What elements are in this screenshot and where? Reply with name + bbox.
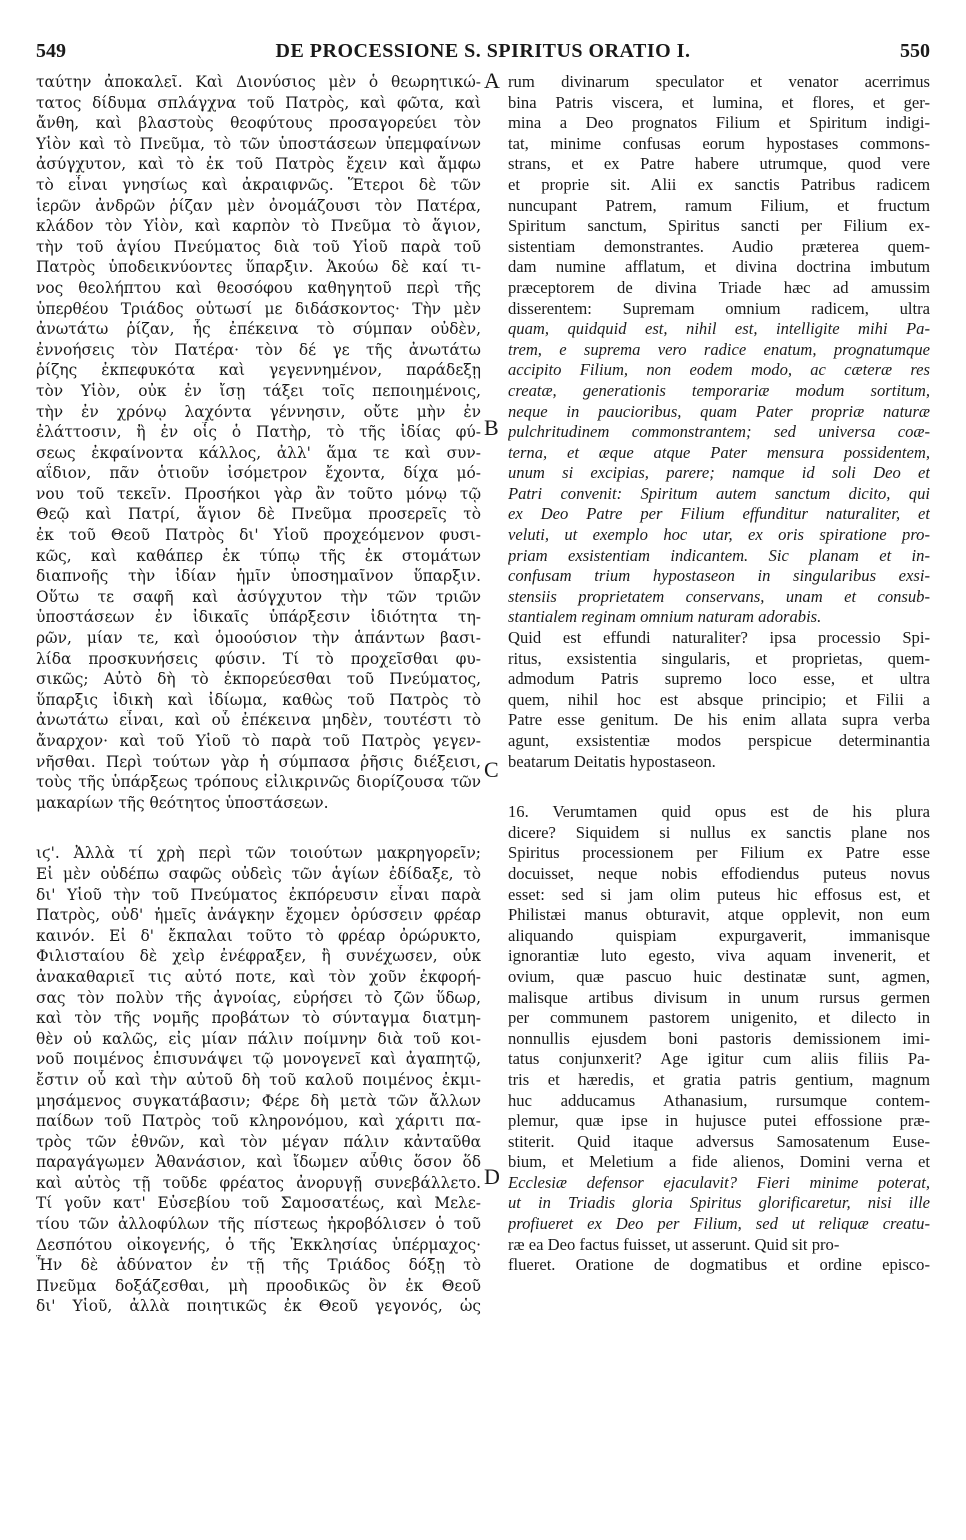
greek-text-line: Εἰ μὲν οὐδέπω σαφῶς οὐδεὶς τῶν ἁγίων ἐδίδαξε, τὸ [36, 864, 481, 883]
greek-text-line: ἐννοήσεις τὸν Πατέρα· τὸν δέ γε τῆς ἀνωτάτω [36, 340, 481, 359]
latin-text-line: præceptorem de divina Triade hæc ad amussim [508, 277, 930, 297]
latin-text-line: esset: sed si jam olim puteus hic effosus est, et [508, 884, 930, 904]
latin-text-line: confusam trium hypostaseon in singularibus exsi- [508, 566, 930, 586]
greek-text-line: παίδων τοῦ Πατρὸς τοῦ κληρονόμου, καὶ χάριτι πα- [36, 1112, 481, 1131]
greek-text-line: δι' Υἱοῦ τὴν τοῦ Πνεύματος ἐκπόρευσιν εἶναι παρὰ [36, 885, 481, 904]
latin-text-line: Spiritus processionem per Filium ex Patre esse [508, 843, 930, 863]
latin-text-line: veluti, ut exemplo hoc utar, ex oris spiratione pro- [508, 525, 930, 545]
latin-text-line: ut in Triadis gloria Spiritus glorificaretur, nisi ille [508, 1193, 930, 1213]
greek-text-line: Πατρὸς ὑποδεικνύοντες ὕπαρξιν. Ἀκούω δὲ καί τι- [36, 258, 481, 277]
page-header [36, 40, 930, 68]
latin-text-line: Patri convenit: Spiritum autem sanctum dicito, qui [508, 483, 930, 503]
greek-text-line: τρὸς τῶν ἐθνῶν, καὶ τὸν μέγαν πάλιν κἀνταῦθα [36, 1132, 481, 1151]
greek-text-line: ἀνωτάτω ῥίζαν, ἧς ἐπέκεινα τὸ σύμπαν οὐδὲν, [36, 320, 481, 339]
latin-text-line: neque in paucioribus, quam Pater propriæ naturæ [508, 401, 930, 421]
latin-text-line: Spiritum sanctum, Spiritus sancti per Filium ex- [508, 216, 930, 236]
latin-text-line: stensiis proprietatem conservans, unam et consub- [508, 586, 930, 606]
latin-text-line: per communem pastorem unigenito, et dilecto in [508, 1008, 930, 1028]
latin-text-line: terna, et æque atque Pater mensura possidentem, [508, 442, 930, 462]
greek-text-line: τὴν τοῦ ἁγίου Πνεύματος διὰ τοῦ Υἱοῦ παρὰ τοῦ [36, 237, 481, 256]
greek-text-line: λίδα προσκυνήσεις φύσιν. Τί τὸ προχεῖσθαι φυ- [36, 649, 481, 668]
greek-text-line: ρῶν, μίαν τε, καὶ ὁμοούσιον τὴν ἁπάντων βασι- [36, 629, 481, 648]
latin-text-line: creatæ, generationis temporariæ modum sortitum, [508, 380, 930, 400]
greek-text-line: σικῶς; Αὐτὸ δὴ τὸ ἐκπορεύεσθαι τοῦ Πνεύματος, [36, 670, 481, 689]
margin-marker-c: C [484, 757, 499, 782]
latin-text-line: trem, e suprema vero radice enatum, prognatumque [508, 339, 930, 359]
greek-text-line: νος θεολήπτου καὶ θεοσόφου καθηγητοῦ περὶ τῆς [36, 278, 481, 297]
margin-marker-a: A [484, 68, 500, 93]
latin-text-line: ignorantiæ luto egesto, viva aquam invenerit, et [508, 946, 930, 966]
greek-text-line: τίου τῶν ἀλλοφύλων τῆς πίστεως ἠκροβόλισεν ὁ τοῦ [36, 1215, 481, 1234]
greek-text-line: ἱερῶν ἀνδρῶν ῥίζαν μὲν ὀνομάζουσι τὸν Πατέρα, [36, 196, 481, 215]
greek-text-line: ῥίζης ἐκπεφυκότα καὶ γεγεννημένον, παράδεξῃ [36, 361, 481, 380]
greek-text-line: νου τοῦ τεκεῖν. Προσήκοι γὰρ ἂν τοῦτο μόνῳ τῷ [36, 484, 481, 503]
greek-text-line: ἐκ τοῦ Θεοῦ Πατρὸς δι' Υἱοῦ προχεόμενον φυσι- [36, 526, 481, 545]
greek-text-line: Υἱὸν καὶ τὸ Πνεῦμα, τὸ τῶν ὑποστάσεων ὑπεμφαίνων [36, 134, 481, 153]
latin-text-line: aliquando quispiam expurgaverit, immanisque [508, 925, 930, 945]
latin-text-line: quem, nihil hoc est absque principio; et Filii a [508, 689, 930, 709]
latin-text-line: ritus, exsistentia singularis, et proprietas, quem- [508, 648, 930, 668]
latin-text-line: unum si excipias, parere; namque id soli Deo et [508, 463, 930, 483]
greek-text-line: τατος δίδυμα σπλάγχνα τοῦ Πατρὸς, καὶ φῶτα, καὶ [36, 93, 481, 112]
latin-text-line: ræ ea Deo factus fuisset, ut asserunt. Quid sit pro- [508, 1234, 840, 1254]
greek-text-line: παραγάγωμεν Ἀθανάσιον, καὶ ἴδωμεν αὖθις ὅσον ὅδ [36, 1153, 481, 1172]
latin-text-line: dam numine afflatum, et divina doctrina imbutum [508, 257, 930, 277]
greek-text-line: ιϛ'. Ἀλλὰ τί χρὴ περὶ τῶν τοιούτων μακρηγορεῖν; [36, 844, 481, 863]
latin-text-line: quam, quidquid est, nihil est, intelligite mihi Pa- [508, 319, 930, 339]
paragraph-gap [508, 772, 930, 802]
greek-text-line: ὑπερθέου Τριάδος οὑτωσί με διδάσκοντος· Τὴν μὲν [36, 299, 481, 318]
latin-text-line: accipito Filium, non eodem modo, ac cæteræ res [508, 360, 930, 380]
latin-text-line: Ecclesiæ defensor ejaculavit? Fieri minime poterat, [508, 1172, 930, 1192]
greek-text-line: θὲν οὐ καλῶς, εἰς μίαν πάλιν ποίμνην διὰ τοῦ κοι- [36, 1029, 481, 1048]
greek-text-line: καὶ αὐτὸς τῇ τοῦδε φρέατος ἀνορυγῇ συνεβάλλετο. [36, 1173, 481, 1192]
latin-text-line: agunt, exsistentiæ modos perspicue determinantia [508, 731, 930, 750]
latin-column [508, 72, 930, 1276]
greek-text-line: ἄνθη, καὶ βλαστοὺς θεοφύτους προσαγορεύει τὸν [36, 114, 481, 133]
greek-text-line: Οὕτω τε σαφῆ καὶ ἀσύγχυτον τὴν τῶν τριῶν [36, 587, 481, 606]
latin-text-line: dicere? Siquidem si nullus ex sanctis plane nos [508, 822, 930, 842]
greek-text-line: ἀσύγχυτον, καὶ τὸ ἐκ τοῦ Πατρὸς ἔχειν καὶ ἄμφω [36, 155, 481, 174]
greek-text-line: ἔστιν οὗ καὶ τὴν αὐτοῦ δὴ τοῦ καλοῦ ποιμένος ἐκμι- [36, 1070, 481, 1089]
greek-text-line: Πνεῦμα δοξάζεσθαι, μὴ προοδικῶς ὂν ἐκ Θεοῦ [36, 1276, 481, 1295]
greek-text-line: δι' Υἱοῦ, ἀλλὰ ποιητικῶς ἐκ Θεοῦ γεγονός, ὡς [36, 1297, 481, 1316]
greek-text-line: καὶ τὸν τῆς νομῆς προβάτων τὸ σύνταγμα διατμη- [36, 1009, 481, 1028]
latin-text-line: plemur, quæ ipse in hujusce putei effossione præ- [508, 1111, 930, 1131]
left-page-number: 549 [36, 40, 66, 62]
greek-text-line: ἀνωτάτω εἶναι, καὶ οὗ ἐπέκεινα μηδὲν, τουτέστι τὸ [36, 711, 481, 730]
greek-text-line: τὴν ἐν χρόνῳ λαχόντα γέννησιν, οὔτε μὴν ἐν [36, 402, 481, 421]
latin-text-line: et proprie sit. Alii ex sanctis Patribus radicem [508, 174, 930, 194]
greek-text-line: μησάμενος συγκατάβασιν; Φέρε δὴ μετὰ τῶν ἄλλων [36, 1091, 481, 1110]
paragraph-gap [36, 813, 481, 843]
latin-text-line: Patre esse genitum. De his enim allata supra verba [508, 710, 930, 730]
latin-text-line: malisque artibus divisum in unum rursus germen [508, 987, 930, 1007]
latin-text-line: profiueret ex Deo per Filium, sed ut reliquæ creatu- [508, 1214, 930, 1234]
greek-text-line: ἄναρχον· καὶ τοῦ Υἱοῦ τὸ παρὰ τοῦ Πατρὸς γεγεν- [36, 732, 481, 750]
greek-text-line: τὸν Υἱὸν, οὐκ ἐν ἴσῃ τάξει τοῖς πεποιημένοις, [36, 381, 481, 400]
greek-text-line: σας τὸν πολὺν τῆς ἀγνοίας, εὑρήσει τὸ ζῶν ὕδωρ, [36, 988, 481, 1007]
greek-text-line: τὸ εἶναι γνησίως καὶ ἀκραιφνῶς. Ἕτεροι δὲ τῶν [36, 175, 481, 194]
greek-text-line: Ἦν δὲ ἀδύνατον ἐν τῇ τῆς Τριάδος δόξῃ τὸ [36, 1256, 481, 1275]
latin-text-line: Philistæi manus obturavit, atque opplevit, non eum [508, 905, 930, 925]
latin-text-line: docuisset, neque nobis effodiendus puteus novus [508, 863, 930, 883]
greek-text-line: κλάδον τὸν Υἱὸν, καὶ καρπὸν τὸ Πνεῦμα τὸ ἅγιον, [36, 217, 481, 236]
latin-text-line: ex Deo Patre per Filium effunditur naturaliter, et [508, 504, 930, 524]
greek-text-line: σεως ἐκφαίνοντα κάλλος, ἀλλ' ἅμα τε καὶ συν- [36, 443, 481, 462]
greek-text-line: ὑποστάσεων ἐν ἰδικαῖς ὑπάρξεσιν ἰδιότητα τη- [36, 608, 481, 627]
greek-text-line: Φιλισταίου δὲ χεὶρ ἐνέφραξεν, ἢ συνέχωσεν, οὐκ [36, 947, 481, 966]
greek-text-line: Πατρὸς, οὐδ' ἡμεῖς ἀνάγκην ἔχομεν ὀρύσσειν φρέαρ [36, 906, 481, 925]
latin-text-line: huc adducamus Athanasium, rursumque contem- [508, 1090, 930, 1110]
greek-text-line: ταύτην ἀποκαλεῖ. Καὶ Διονύσιος μὲν ὁ θεωρητικώ- [36, 73, 481, 91]
latin-text-line: stantialem reginam omnium naturam adorabis. [508, 607, 822, 627]
greek-text-line: μακαρίων τῆς θεότητος ὑποστάσεων. [36, 793, 329, 812]
latin-text-line: priam exsistentiam indicantem. Sic planam et in- [508, 545, 930, 565]
greek-text-line: Τί γοῦν κατ' Εὐσεβίου τοῦ Σαμοσατέως, καὶ Μελε- [36, 1194, 481, 1213]
latin-text-line: sistentiam demonstrantes. Audio præterea quem- [508, 236, 930, 256]
margin-marker-b: B [484, 415, 499, 440]
greek-text-line: ἀνακαθαριεῖ τις αὐτό ποτε, καὶ τὸν χοῦν ἐκφορή- [36, 967, 481, 986]
greek-text-line: τοὺς τῆς ὑπάρξεως τρόπους εἰλικρινῶς διορίζουσα τῶν [36, 773, 481, 792]
greek-text-line: καινόν. Εἰ δ' ἔκπαλαι τοῦτο τὸ φρέαρ ὀρώρυκτο, [36, 926, 481, 945]
latin-text-line: Quid est effundi naturaliter? ipsa processio Spi- [508, 628, 930, 648]
running-title: DE PROCESSIONE S. SPIRITUS ORATIO I. [275, 40, 691, 62]
greek-text-line: Δεσπότου οἰκογενής, ὁ τῆς Ἐκκλησίας ὑπέρμαχος· [36, 1235, 481, 1254]
greek-text-line: ἐλάττοσιν, ἢ ἐν οἷς ὁ Πατὴρ, τὸ τῆς ἰδίας φύ- [36, 423, 481, 442]
latin-text-line: flueret. Oratione de dogmatibus et ordine episco- [508, 1255, 930, 1275]
greek-text-line: διαπνοῆς τὴν ἰδίαν ἡμῖν ὑποσημαῖνον ὕπαρξιν. [36, 567, 481, 586]
latin-text-line: ovium, quæ pascuo huic destinatæ sunt, agmen, [508, 966, 930, 986]
latin-text-line: beatarum Deitatis hypostaseon. [508, 751, 716, 771]
latin-text-line: strans, et ex Patre habere utrumque, quod vere [508, 154, 930, 174]
latin-text-line: nuncupant Patrem, ramum Filium, et fructum [508, 195, 930, 215]
greek-text-line: κῶς, καὶ καθάπερ ἐκ τύπῳ τῆς ἐκ στομάτων [36, 546, 481, 565]
latin-text-line: tatus conjunxerit? Age igitur cum aliis filiis Pa- [508, 1049, 930, 1069]
latin-text-line: admodum Patris supremo loco esse, et ultra [508, 669, 930, 689]
greek-text-line: ὕπαρξις ἰδικὴ καὶ ἰδίωμα, καθὼς τοῦ Πατρὸς τὸ [36, 690, 481, 709]
right-page-number: 550 [900, 40, 930, 62]
greek-text-line: νοῦ ποιμένος ἐπισυνάψει τῷ μονογενεῖ καὶ ἀγαπητῷ, [36, 1050, 481, 1069]
latin-text-line: rum divinarum speculator et venator acerrimus [508, 72, 930, 91]
greek-text-line: νῆσθαι. Περὶ τούτων γὰρ ἡ σύμπασα ῥῆσις διέξεισι, [36, 752, 481, 771]
latin-text-line: disserentem: Supremam omnium radicem, ultra [508, 298, 930, 318]
margin-marker-d: D [484, 1164, 500, 1189]
latin-text-line: nonnullis ejusdem boni pastoris demissionem imi- [508, 1028, 930, 1048]
latin-text-line: pulchritudinem commonstrantem; sed universa coæ- [508, 422, 930, 442]
latin-text-line: mina a Deo prognatos Filium et Spiritum indigi- [508, 113, 930, 133]
greek-text-line: Θεῷ καὶ Πατρί, ἅγιον δὲ Πνεῦμα προσερεῖς τὸ [36, 505, 481, 524]
latin-text-line: bina Patris viscera, et lumina, et flores, et ger- [508, 92, 930, 112]
latin-text-line: tat, minime confusas eorum hypostases commons- [508, 133, 930, 153]
latin-text-line: tris et hæredis, et gratia patris gentium, magnum [508, 1069, 930, 1089]
latin-text-line: stiterit. Quid itaque adversus Samosatenum Euse- [508, 1131, 930, 1151]
greek-column [36, 72, 481, 1317]
greek-text-line: αΐδιον, πᾶν ὁτιοῦν ἰσόμετρον ἔχοντα, δίχα μό- [36, 464, 481, 483]
latin-text-line: bium, et Meletium a fide alienos, Domini verna et [508, 1152, 930, 1172]
latin-text-line: 16. Verumtamen quid opus est de his plura [508, 802, 930, 822]
